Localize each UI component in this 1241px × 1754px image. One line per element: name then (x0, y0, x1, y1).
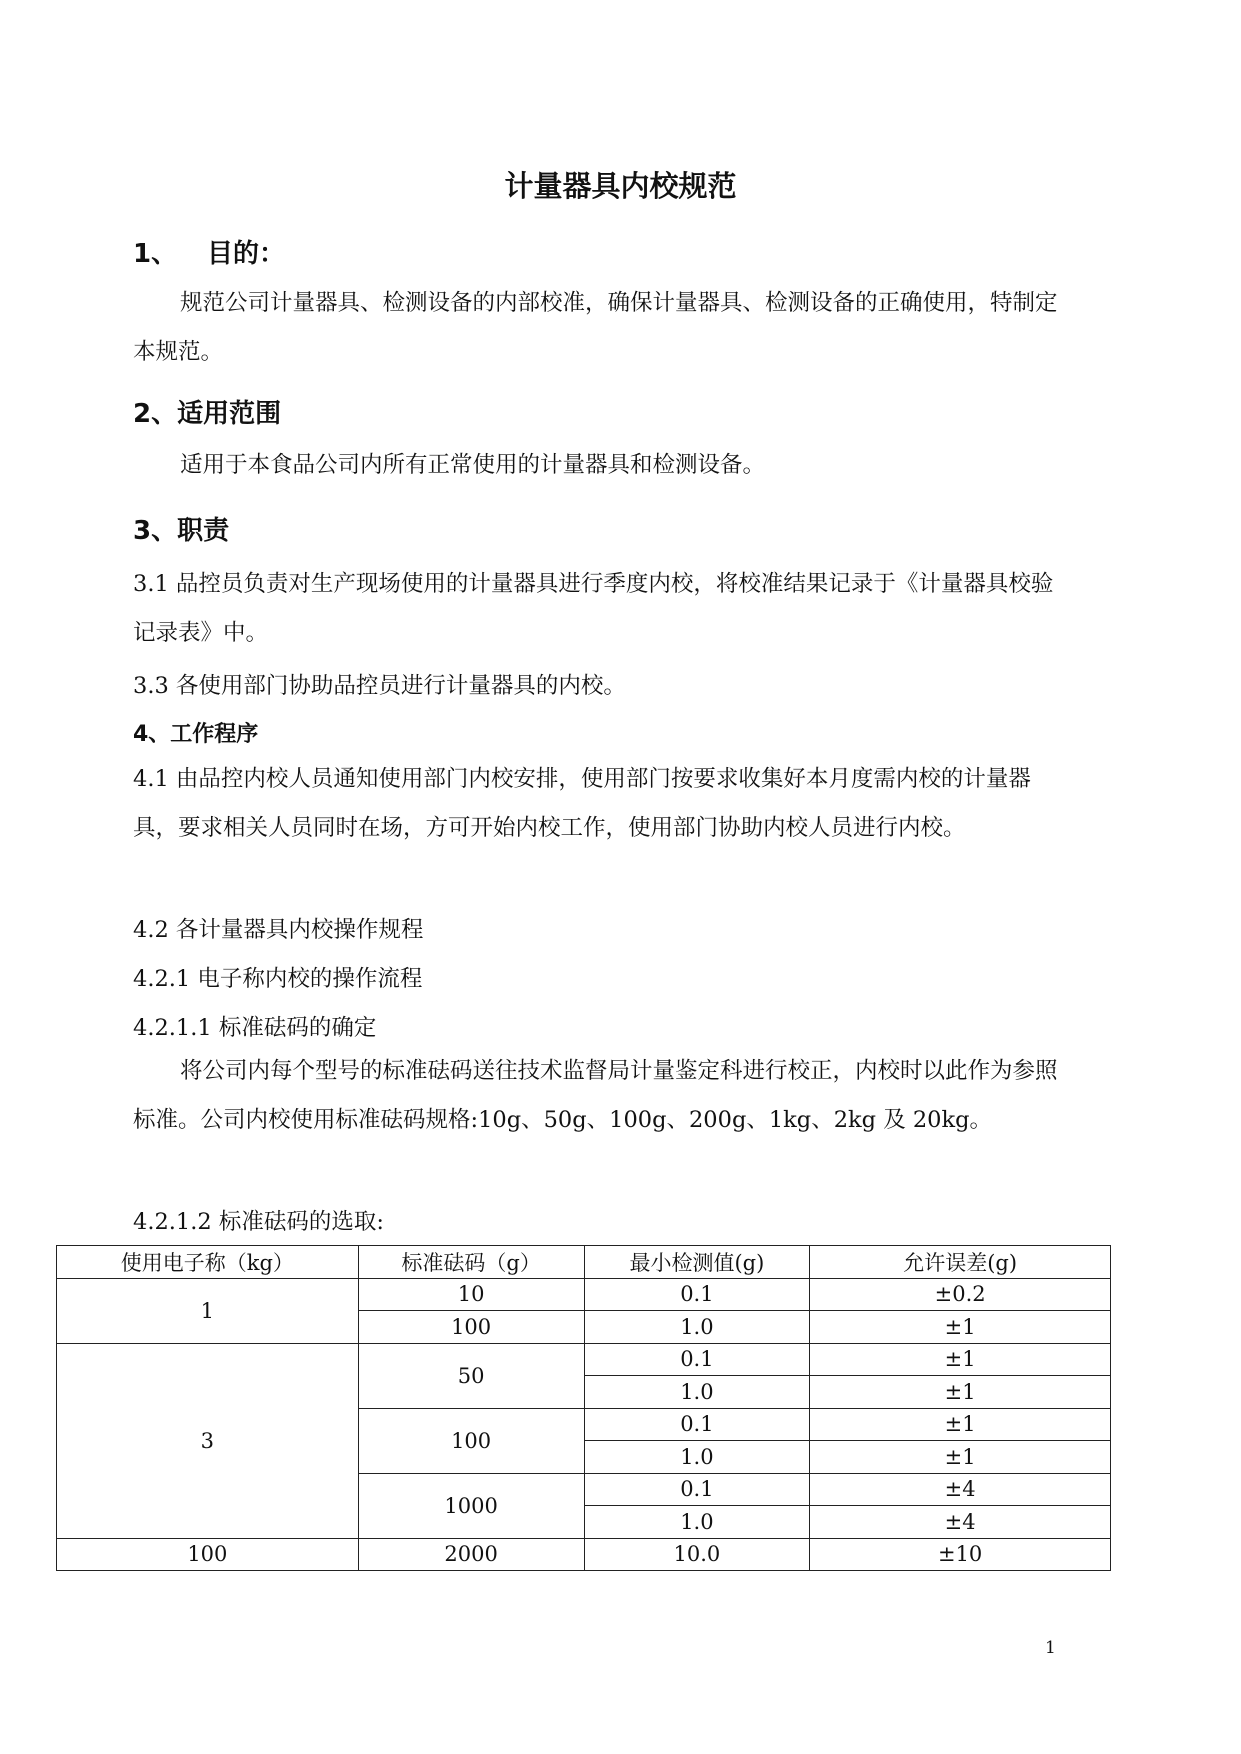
section-1-body: 规范公司计量器具、检测设备的内部校准，确保计量器具、检测设备的正确使用，特制定本规范。 (133, 290, 1058, 365)
weight-cell: 100 (358, 1311, 584, 1344)
tolerance-cell: ±1 (810, 1408, 1111, 1441)
weights-table (56, 1245, 1111, 1571)
tolerance-cell: ±1 (810, 1311, 1111, 1344)
min-cell: 10.0 (584, 1538, 810, 1571)
weight-cell: 100 (358, 1408, 584, 1473)
weight-cell: 2000 (358, 1538, 584, 1571)
table-header-row (57, 1246, 1111, 1279)
tolerance-cell: ±1 (810, 1441, 1111, 1474)
section-4-paragraph-4: 4.2.1.1 标准砝码的确定 (133, 1015, 377, 1041)
section-4-heading: 4、工作程序 (133, 722, 259, 747)
table-row (57, 1538, 1111, 1571)
section-3-paragraph-1: 3.1 品控员负责对生产现场使用的计量器具进行季度内校，将校准结果记录于《计量器具校验记录表》中。 (133, 571, 1054, 646)
scale-cell: 3 (57, 1343, 359, 1538)
tolerance-cell: ±10 (810, 1538, 1111, 1571)
weight-cell: 10 (358, 1278, 584, 1311)
min-cell: 1.0 (584, 1311, 810, 1344)
min-cell: 0.1 (584, 1408, 810, 1441)
section-2-body: 适用于本食品公司内所有正常使用的计量器具和检测设备。 (180, 452, 766, 478)
tolerance-cell: ±1 (810, 1376, 1111, 1409)
min-cell: 0.1 (584, 1473, 810, 1506)
min-cell: 0.1 (584, 1343, 810, 1376)
tolerance-cell: ±4 (810, 1506, 1111, 1539)
page-number: 1 (1045, 1638, 1056, 1658)
min-cell: 0.1 (584, 1278, 810, 1311)
min-cell: 1.0 (584, 1441, 810, 1474)
header-min-value: 最小检测值(g) (584, 1246, 810, 1279)
section-4-paragraph-1: 4.1 由品控内校人员通知使用部门内校安排，使用部门按要求收集好本月度需内校的计量器具，要求相关人员同时在场，方可开始内校工作，使用部门协助内校人员进行内校。 (133, 766, 1031, 841)
min-cell: 1.0 (584, 1506, 810, 1539)
section-1-heading (133, 233, 285, 270)
section-4-paragraph-5: 将公司内每个型号的标准砝码送往技术监督局计量鉴定科进行校正，内校时以此作为参照标准。公司内校使用标准砝码规格:10g、50g、100g、200g、1kg、2kg 及 20kg。 (133, 1058, 1058, 1133)
page-title: 计量器具内校规范 (504, 169, 737, 203)
tolerance-cell: ±0.2 (810, 1278, 1111, 1311)
header-scale: 使用电子称（kg） (57, 1246, 359, 1279)
scale-cell: 100 (57, 1538, 359, 1571)
header-tolerance: 允许误差(g) (810, 1246, 1111, 1279)
tolerance-cell: ±1 (810, 1343, 1111, 1376)
section-1-title: 目的： (207, 239, 286, 269)
table-row (57, 1278, 1111, 1311)
section-3-heading: 3、职责 (133, 516, 230, 546)
scale-cell: 1 (57, 1278, 359, 1343)
section-3-paragraph-2: 3.3 各使用部门协助品控员进行计量器具的内校。 (133, 673, 626, 699)
min-cell: 1.0 (584, 1376, 810, 1409)
section-4-paragraph-2: 4.2 各计量器具内校操作规程 (133, 917, 424, 943)
tolerance-cell: ±4 (810, 1473, 1111, 1506)
header-weight: 标准砝码（g） (358, 1246, 584, 1279)
section-2-heading: 2、适用范围 (133, 399, 282, 429)
weight-cell: 1000 (358, 1473, 584, 1538)
table-row (57, 1343, 1111, 1376)
section-1-number: 1、 (133, 239, 178, 269)
section-4-paragraph-6: 4.2.1.2 标准砝码的选取: (133, 1209, 384, 1235)
weight-cell: 50 (358, 1343, 584, 1408)
section-4-paragraph-3: 4.2.1 电子称内校的操作流程 (133, 966, 423, 992)
